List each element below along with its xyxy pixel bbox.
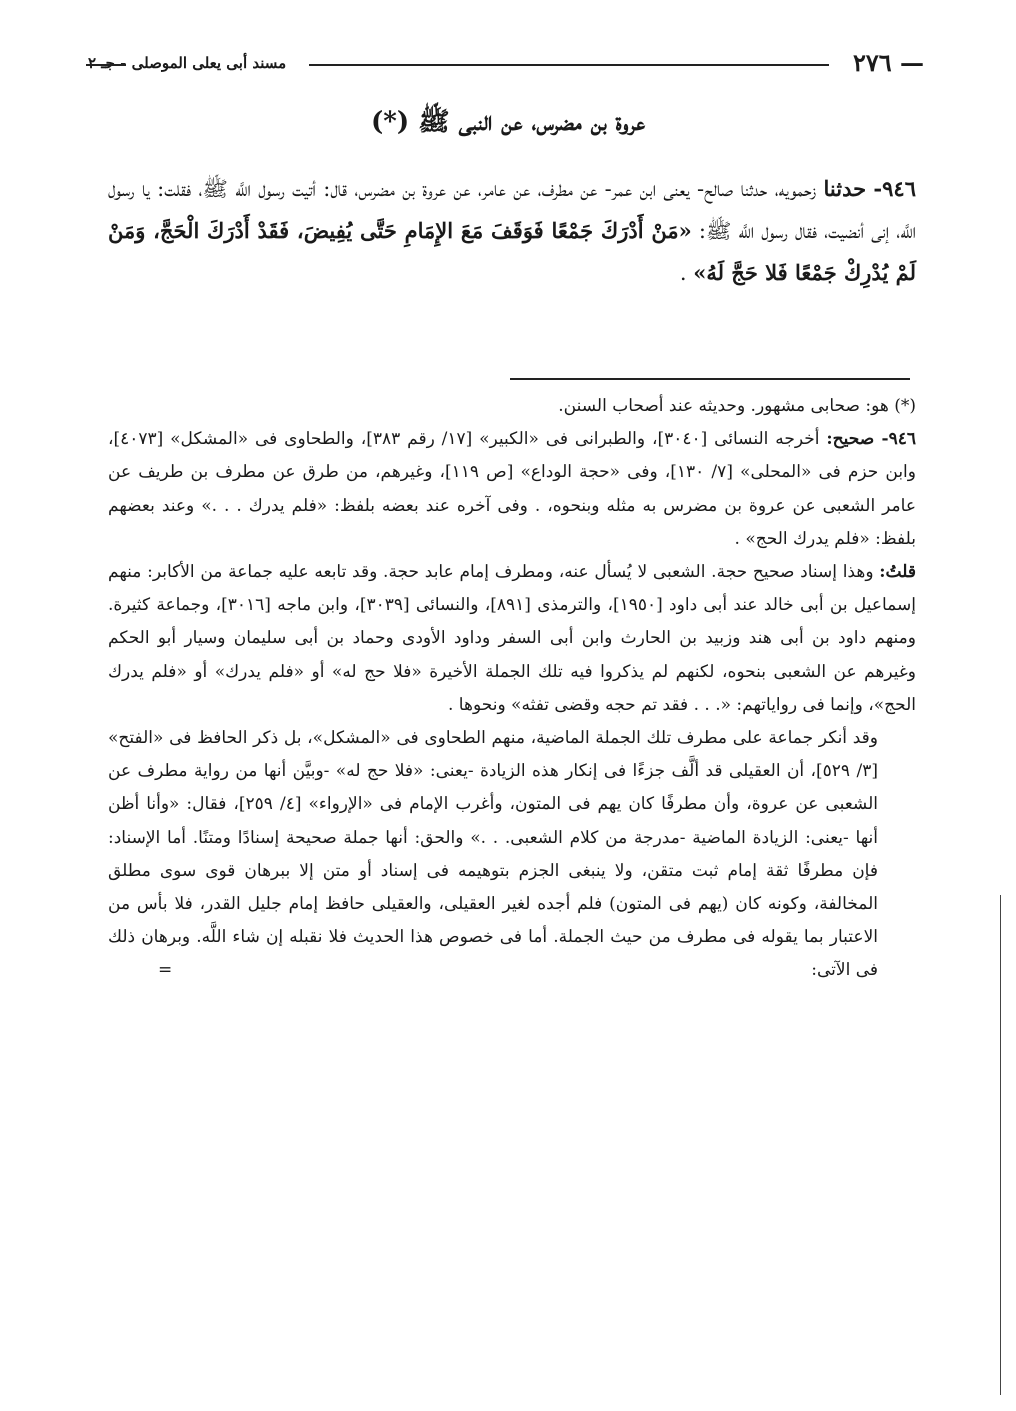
margin-line [1000, 895, 1001, 1395]
continuation-mark: = [158, 960, 173, 981]
footnote-qultu [108, 556, 916, 722]
running-header [88, 46, 924, 80]
page-number-value: ٢٧٦ [852, 48, 892, 77]
hadith-number: ٩٤٦- [873, 176, 916, 201]
qultu-text: وهذا إسناد صحيح حجة. الشعبى لا يُسأل عنه، ومطرف إمام عابد حجة. وقد تابعه عليه جماعة من الأكابر: منهم إسماعيل بن أبى خالد عند أبى داود [١٩٥٠]، والترمذى [٨٩١]، والنسائى [٣٠٣٩]، وابن ماجه [٣٠١٦]، وجماعة كثيرة. ومنهم داود بن أبى هند وزبيد بن الحارث وابن أبى السفر وداود الأودى وحماد بن أبى سليمان وسيار أبو الحكم وغيرهم عن الشعبى بنحوه، لكنهم لم يذكروا فيه تلك الجملة الأخيرة «فلا حج له» أو «فلم يدرك» أو «فلم يدرك الحج»، وإنما فى رواياتهم: «. . . فقد تم حجه وقضى تفثه» ونحوها . [108, 562, 916, 715]
footnote-paragraph-3 [108, 722, 916, 988]
paragraph-3-text: وقد أنكر جماعة على مطرف تلك الجملة الماضية، منهم الطحاوى فى «المشكل»، بل ذكر الحافظ فى «الفتح» [٣/ ٥٢٩]، أن العقيلى قد ألَّف جزءًا فى إنكار هذه الزيادة -يعنى: «فلا حج له» -وبيَّن أنها من رواية مطرف عن الشعبى عن عروة، وأن مطرفًا كان يهم فى المتون، وأغرب الإمام فى «الإرواء» [٤/ ٢٥٩]، فقال: «وأنا أظن أنها -يعنى: الزيادة الماضية -مدرجة من كلام الشعبى. . .» والحق: أنها جملة صحيحة إسنادًا ومتنًا. أما الإسناد: فإن مطرفًا ثقة إمام ثبت متقن، ولا ينبغى الجزم بتوهيمه فى إسناد أو متن إلا ببرهان قوى سوى مطلق المخالفة، وكونه كان (يهم فى المتون) فلم أجده لغير العقيلى، والعقيلى حافظ إمام جليل القدر، فلا بأس من الاعتبار بما يقوله فى مطرف من حيث الجملة. أما فى خصوص هذا الحديث فلا نقبله إن شاء اللَّه. وبرهان ذلك فى الآتى: [108, 728, 878, 981]
footnote-separator [510, 378, 910, 380]
hadith-lead: حدثنا [823, 176, 867, 201]
footnote-star-text: (*) هو: صحابى مشهور. وحديثه عند أصحاب السنن. [558, 396, 916, 416]
header-rule-end [86, 64, 126, 66]
page-number: — ٢٧٦ [852, 48, 924, 77]
running-title: مسند أبى يعلى الموصلى - جـ ٢ [88, 54, 287, 72]
chapter-heading: عروة بن مضرس، عن النبى ﷺ (*) [370, 107, 646, 137]
takhrij-label: ٩٤٦- صحيح: [826, 429, 917, 450]
hadith-matn: «مَنْ أَدْرَكَ جَمْعًا فَوَقَفَ مَعَ الإِمَامِ حَتَّى يُفِيضَ، فَقَدْ أَدْرَكَ الْحَجَّ، وَمَنْ لَمْ يُدْرِكْ جَمْعًا فَلا حَجَّ لَهُ» [108, 218, 916, 285]
header-rule [309, 64, 829, 66]
hadith-text [108, 168, 916, 294]
footnote-star [108, 390, 916, 423]
hadith-end: . [679, 261, 687, 285]
takhrij-text: أخرجه النسائى [٣٠٤٠]، والطبرانى فى «الكبير» [١٧/ رقم ٣٨٣]، والطحاوى فى «المشكل» [٤٠٧٣]، وابن حزم فى «المحلى» [٧/ ١٣٠]، وفى «حجة الوداع» [ص ١١٩]، وغيرهم، من طرق عن مطرف بن طريف عن عامر الشعبى عن عروة بن مضرس به مثله وبنحوه، . وفى آخره عند بعضه بلفظ: «فلم يدرك . . .» وعند بعضهم بلفظ: «فلم يدرك الحج» . [108, 429, 916, 549]
footnote-takhrij [108, 423, 916, 556]
hadith-isnad: زحمويه، حدثنا صالح- يعنى ابن عمر- عن مطرف، عن عامر، عن عروة بن مضرس، قال: أتيت رسول اللَّه ﷺ، فقلت: يا رسول اللَّه، إنى أنضيت، فقال رسول اللَّه ﷺ: [108, 177, 917, 243]
footnotes [108, 390, 916, 988]
qultu-label: قلتُ: [879, 562, 917, 583]
